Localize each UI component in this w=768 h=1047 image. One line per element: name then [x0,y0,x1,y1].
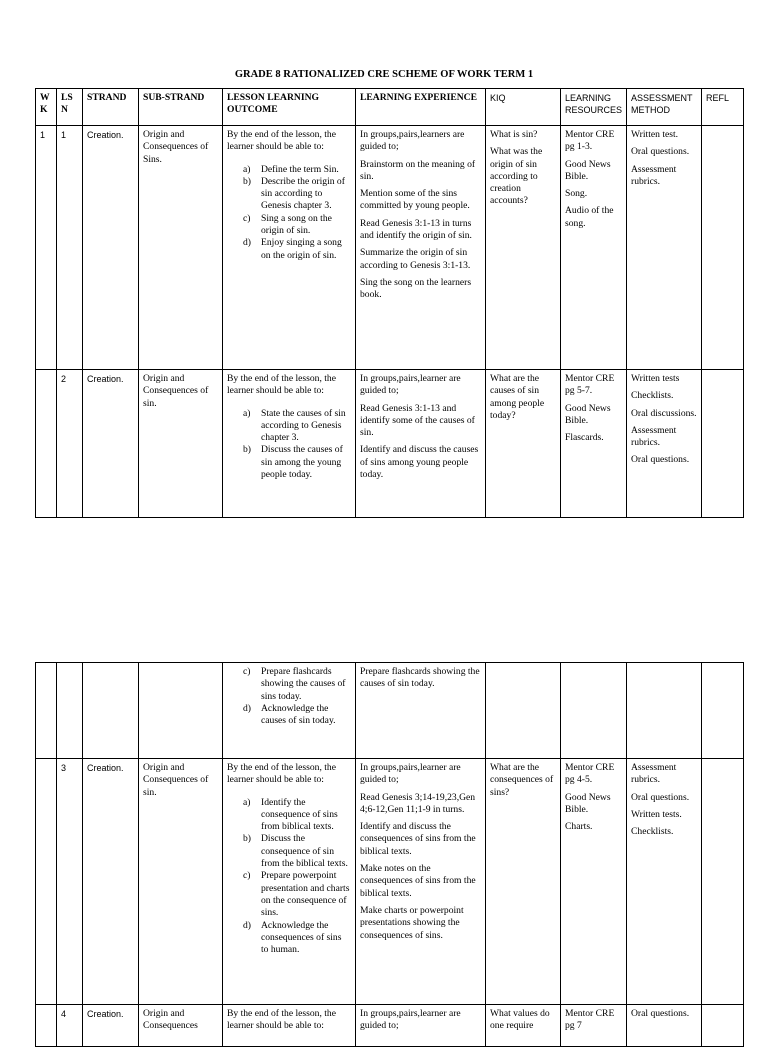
assessment-cell [627,126,702,370]
kiq-cell [486,370,561,518]
kiq-cell [486,759,561,1005]
assessment-cell-item: Oral questions. [631,791,690,803]
reflection-cell [702,1005,744,1047]
outcome-intro: By the end of the lesson, the learner should be able to: [227,1008,336,1032]
outcome-text: Describe the origin of sin according to Genesis chapter 3. [261,175,345,212]
assessment-cell-item: Checklists. [631,390,674,402]
header-row [36,89,744,126]
assessment-cell [627,759,702,1005]
outcome-marker: b) [243,444,251,456]
experience-cell [356,126,486,370]
experience-cell-item: Make charts or powerpoint presentations showing the consequences of sins. [360,904,464,941]
kiq-cell-item: What are the consequences of sins? [490,762,554,798]
scheme-table-page-2 [35,662,744,1047]
outcome-marker: a) [243,407,251,419]
lesson-cell: 2 [57,370,83,518]
resources-cell-item: Mentor CRE pg 4-5. [565,762,615,786]
outcome-item [243,164,351,176]
resources-cell-item: Flascards. [565,432,604,444]
experience-cell-item: In groups,pairs,learner are guided to; [360,762,461,786]
outcome-text: Sing a song on the origin of sin. [261,212,332,237]
experience-cell-item: In groups,pairs,learner are guided to; [360,1008,461,1032]
resources-cell-item: Mentor CRE pg 7 [565,1008,615,1032]
table-row [36,759,744,1005]
experience-cell-item: Make notes on the consequences of sins from the biblical texts. [360,863,476,899]
outcome-text: Define the term Sin. [261,163,339,175]
document-title: GRADE 8 RATIONALIZED CRE SCHEME OF WORK TERM 1 [234,69,534,80]
assessment-cell-item: Checklists. [631,826,674,838]
lesson-cell: 4 [57,1005,83,1047]
sub-strand-cell: Origin and Consequences [139,1005,223,1047]
header-assessment: ASSESSMENT METHOD [627,89,702,126]
kiq-cell [486,126,561,370]
experience-cell [356,370,486,518]
assessment-cell [627,1005,702,1047]
sub-strand-cell: Origin and Consequences of Sins. [139,126,223,370]
experience-cell-item: In groups,pairs,learner are guided to; [360,373,461,397]
experience-cell [356,663,486,759]
outcome-intro: By the end of the lesson, the learner should be able to: [227,129,336,153]
strand-cell: Creation. [83,370,139,518]
sub-strand-cell: Origin and Consequences of sin. [139,370,223,518]
assessment-cell-item: Oral discussions. [631,407,697,419]
outcome-marker: d) [243,919,251,931]
header-resources: LEARNING RESOURCES [561,89,627,126]
strand-cell: Creation. [83,126,139,370]
resources-cell [561,370,627,518]
resources-cell-item: Audio of the song. [565,205,614,229]
outcome-list [227,408,351,482]
resources-cell [561,126,627,370]
outcome-text: Prepare powerpoint presentation and charts on the consequence of sins. [261,870,350,919]
outcome-text: Acknowledge the consequences of sins to human. [261,919,342,956]
reflection-cell [702,126,744,370]
outcome-text: Acknowledge the causes of sin today. [261,702,336,727]
sub-strand-cell: Origin and Consequences of sin. [139,759,223,1005]
week-cell [36,1005,57,1047]
week-cell [36,370,57,518]
experience-cell-item: In groups,pairs,learners are guided to; [360,129,465,153]
resources-cell-item: Good News Bible. [565,402,611,426]
outcome-cell [223,370,356,518]
table-row [36,126,744,370]
outcome-intro: By the end of the lesson, the learner should be able to: [227,762,336,786]
assessment-cell-item: Assessment rubrics. [631,163,677,187]
assessment-cell-item: Written tests [631,373,680,384]
outcome-item [243,237,351,262]
resources-cell-item: Song. [565,188,588,200]
resources-cell [561,759,627,1005]
assessment-cell [627,370,702,518]
outcome-item [243,444,351,481]
week-cell [36,663,57,759]
kiq-cell-item: What are the causes of sin among people today? [490,373,545,421]
experience-cell [356,1005,486,1047]
header-experience: LEARNING EXPERIENCE [356,89,486,126]
experience-cell-item: Identify and discuss the consequences of sins from the biblical texts. [360,821,476,857]
lesson-cell: 3 [57,759,83,1005]
experience-cell-item: Prepare flashcards showing the causes of sin today. [360,666,480,690]
header-strand: STRAND [83,89,139,126]
header-outcome: LESSON LEARNING OUTCOME [223,89,356,126]
outcome-marker: c) [243,212,251,224]
outcome-item [243,408,351,445]
experience-cell-item: Read Genesis 3:1-13 and identify some of the causes of sin. [360,402,475,439]
outcome-text: Discuss the causes of sin among the young people today. [261,444,343,481]
kiq-cell [486,663,561,759]
outcome-marker: b) [243,175,251,187]
experience-cell-item: Brainstorm on the meaning of sin. [360,158,476,182]
header-kiq: KIQ [486,89,561,126]
outcome-list [227,164,351,262]
reflection-cell [702,370,744,518]
header-lsn: LS N [57,89,83,126]
outcome-item [243,870,351,919]
strand-cell: Creation. [83,1005,139,1047]
kiq-cell-item: What was the origin of sin according to creation accounts? [490,146,543,207]
outcome-text: Enjoy singing a song on the origin of sin. [261,237,342,261]
experience-cell-item: Read Genesis 3:1-13 in turns and identify the origin of sin. [360,217,472,242]
experience-cell-item: Mention some of the sins committed by young people. [360,188,470,212]
outcome-cell [223,663,356,759]
resources-cell [561,663,627,759]
outcome-marker: d) [243,702,251,714]
assessment-cell-item: Assessment rubrics. [631,424,677,449]
header-wk: W K [36,89,57,126]
resources-cell [561,1005,627,1047]
resources-cell-item: Mentor CRE pg 1-3. [565,129,615,153]
outcome-item [243,703,351,728]
reflection-cell [702,663,744,759]
kiq-cell [486,1005,561,1047]
week-cell [36,759,57,1005]
table-row [36,1005,744,1047]
lesson-cell: 1 [57,126,83,370]
outcome-item [243,176,351,213]
strand-cell [83,663,139,759]
outcome-marker: c) [243,870,251,882]
assessment-cell-item: Oral questions. [631,1008,690,1019]
assessment-cell-item: Written test. [631,129,679,140]
kiq-cell-item: What values do one require [490,1008,550,1032]
assessment-cell-item: Oral questions. [631,454,690,466]
outcome-marker: c) [243,666,251,677]
outcome-cell [223,759,356,1005]
outcome-item [243,797,351,834]
assessment-cell-item: Written tests. [631,808,682,820]
reflection-cell [702,759,744,1005]
outcome-item [243,833,351,870]
strand-cell: Creation. [83,759,139,1005]
resources-cell-item: Charts. [565,821,593,833]
outcome-list [227,797,351,957]
scheme-table-page-1 [35,88,744,518]
experience-cell-item: Identify and discuss the causes of sins among young people today. [360,444,479,481]
resources-cell-item: Mentor CRE pg 5-7. [565,373,615,397]
outcome-text: Discuss the consequence of sin from the biblical texts. [261,833,348,870]
outcome-text: State the causes of sin according to Genesis chapter 3. [261,407,346,444]
resources-cell-item: Good News Bible. [565,158,611,182]
experience-cell-item: Read Genesis 3;14-19,23,Gen 4;6-12,Gen 11;1-9 in turns. [360,791,476,815]
table-row [36,370,744,518]
outcome-intro: By the end of the lesson, the learner should be able to: [227,373,336,397]
outcome-marker: a) [243,163,251,175]
lesson-cell [57,663,83,759]
outcome-cell [223,1005,356,1047]
week-cell: 1 [36,126,57,370]
assessment-cell-item: Assessment rubrics. [631,762,677,786]
header-sub-strand: SUB-STRAND [139,89,223,126]
outcome-marker: a) [243,796,251,808]
outcome-item [243,666,351,703]
outcome-cell [223,126,356,370]
outcome-list [227,666,351,727]
assessment-cell [627,663,702,759]
header-refl: REFL [702,89,744,126]
outcome-marker: d) [243,237,251,249]
resources-cell-item: Good News Bible. [565,791,611,815]
outcome-text: Identify the consequence of sins from biblical texts. [261,796,338,833]
outcome-marker: b) [243,833,251,845]
assessment-cell-item: Oral questions. [631,146,690,158]
experience-cell-item: Sing the song on the learners book. [360,276,472,301]
experience-cell-item: Summarize the origin of sin according to Genesis 3:1-13. [360,247,471,271]
outcome-item [243,920,351,957]
outcome-text: Prepare flashcards showing the causes of sins today. [261,666,346,702]
experience-cell [356,759,486,1005]
kiq-cell-item: What is sin? [490,129,538,140]
table-row [36,663,744,759]
outcome-item [243,213,351,238]
sub-strand-cell [139,663,223,759]
